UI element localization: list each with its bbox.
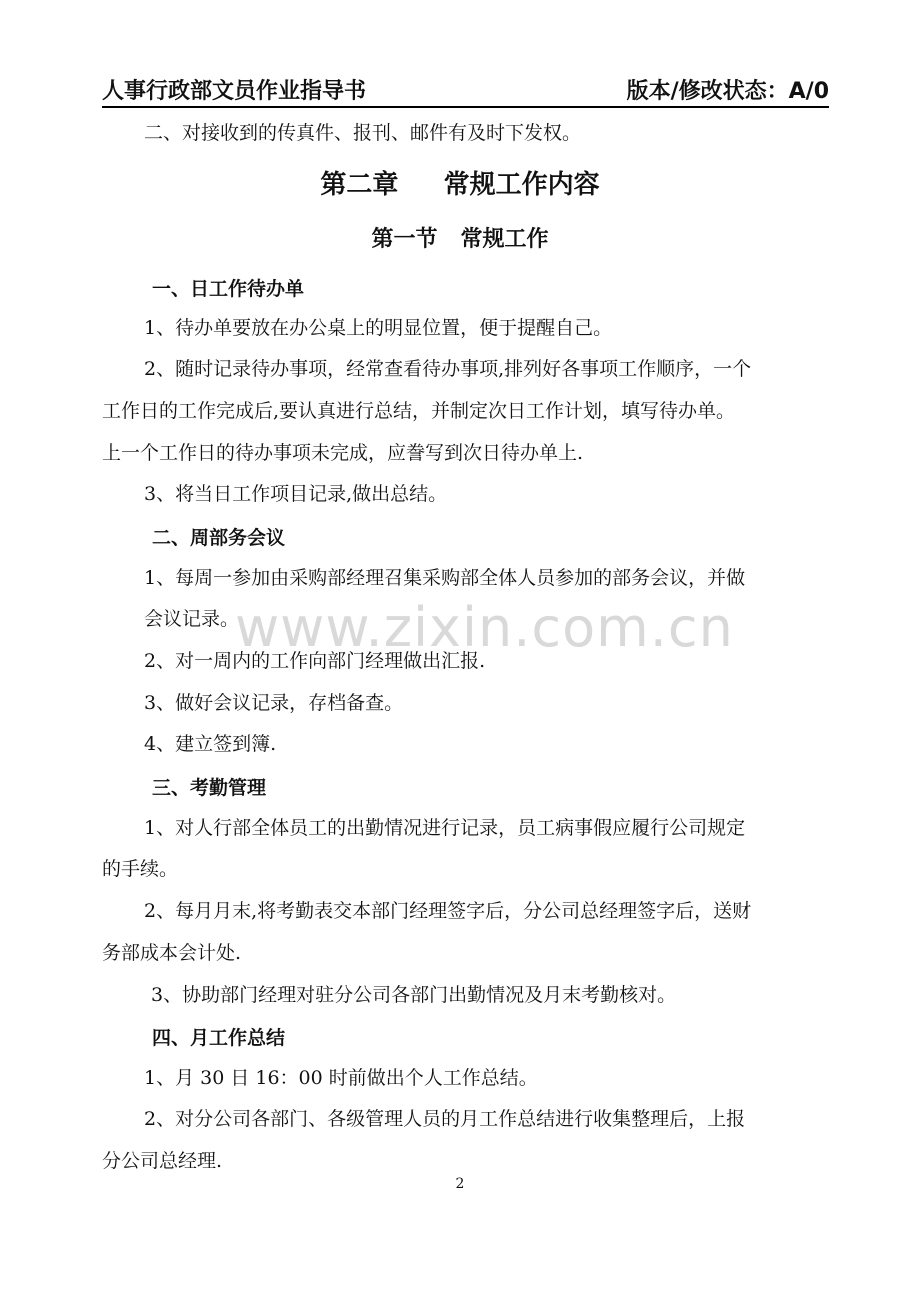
paragraph-line: 3、协助部门经理对驻分公司各部门出勤情况及月末考勤核对。: [151, 984, 677, 1006]
page-number: 2: [455, 1176, 465, 1192]
paragraph-line: 务部成本会计处.: [102, 942, 242, 964]
chapter-title: 第二章 常规工作内容: [320, 170, 600, 200]
section-title: 第一节 常规工作: [371, 227, 549, 252]
paragraph-line: 4、建立签到簿.: [144, 733, 277, 755]
paragraph-line: 2、对一周内的工作向部门经理做出汇报.: [144, 650, 486, 672]
paragraph-line: 上一个工作日的待办事项未完成，应誊写到次日待办单上.: [102, 442, 584, 464]
watermark: www.zixin.com.cn: [235, 596, 734, 659]
paragraph-line: 2、每月月末,将考勤表交本部门经理签字后，分公司总经理签字后，送财: [144, 900, 752, 922]
paragraph-line: 1、待办单要放在办公桌上的明显位置，便于提醒自己。: [144, 317, 613, 339]
paragraph-line: 工作日的工作完成后,要认真进行总结，并制定次日工作计划，填写待办单。: [102, 400, 736, 422]
header-version: 版本/修改状态：A/0: [626, 79, 829, 104]
paragraph-line: 会议记录。: [144, 608, 240, 630]
header-title: 人事行政部文员作业指导书: [102, 79, 367, 104]
document-header: [102, 72, 829, 108]
section-heading-daily-todo: 一、日工作待办单: [152, 278, 305, 300]
paragraph-line: 3、做好会议记录，存档备查。: [144, 692, 404, 714]
paragraph-line: 2、对分公司各部门、各级管理人员的月工作总结进行收集整理后，上报: [144, 1108, 746, 1130]
paragraph-line: 1、对人行部全体员工的出勤情况进行记录，员工病事假应履行公司规定: [144, 817, 746, 839]
paragraph-line: 1、每周一参加由采购部经理召集采购部全体人员参加的部务会议，并做: [144, 567, 746, 589]
intro-line: 二、对接收到的传真件、报刊、邮件有及时下发权。: [144, 122, 582, 144]
paragraph-line: 分公司总经理.: [102, 1150, 223, 1172]
paragraph-line: 2、随时记录待办事项，经常查看待办事项,排列好各事项工作顺序，一个: [144, 358, 752, 380]
section-heading-attendance: 三、考勤管理: [152, 777, 267, 799]
section-heading-monthly-summary: 四、月工作总结: [152, 1027, 286, 1049]
paragraph-line: 1、月 30 日 16：00 时前做出个人工作总结。: [144, 1067, 538, 1089]
paragraph-line: 的手续。: [102, 858, 179, 880]
section-heading-weekly-meeting: 二、周部务会议: [152, 527, 286, 549]
paragraph-line: 3、将当日工作项目记录,做出总结。: [144, 483, 448, 505]
